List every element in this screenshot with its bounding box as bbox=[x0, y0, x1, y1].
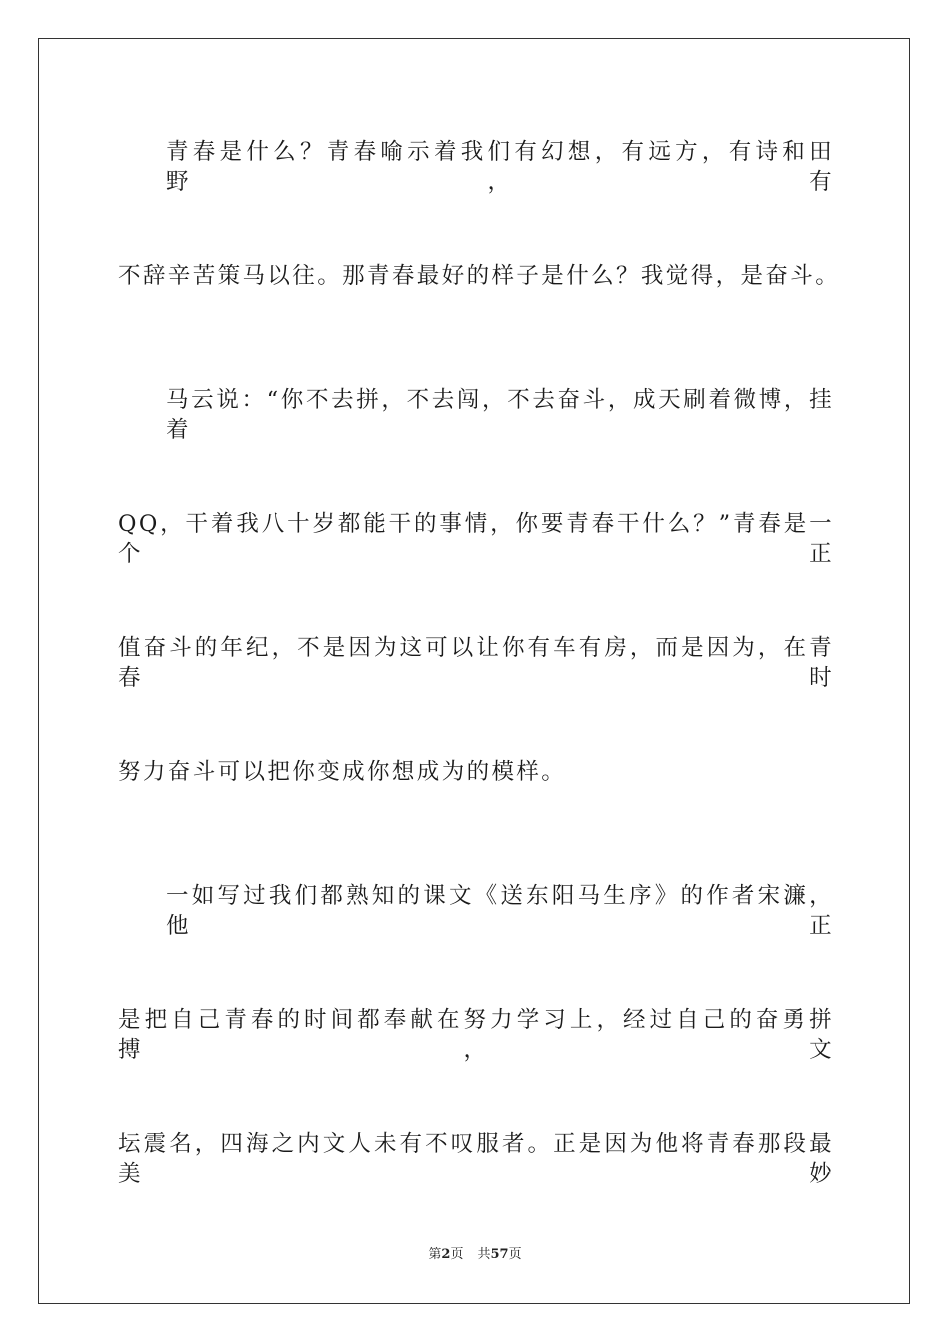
paragraph-1-line-1: 青春是什么？青春喻示着我们有幻想，有远方，有诗和田野，有 bbox=[166, 139, 834, 195]
paragraph-2-line-2: QQ，干着我八十岁都能干的事情，你要青春干什么？”青春是一个正 bbox=[118, 511, 834, 567]
total-suffix: 页 bbox=[508, 1247, 522, 1262]
paragraph-2-line-1: 马云说：“你不去拼，不去闯，不去奋斗，成天刷着微博，挂着 bbox=[166, 387, 834, 443]
page-prefix: 第 bbox=[428, 1247, 442, 1262]
page-number: 2 bbox=[441, 1247, 451, 1262]
paragraph-1-line-2: 不辞辛苦策马以往。那青春最好的样子是什么？我觉得，是奋斗。 bbox=[118, 263, 841, 289]
paragraph-3-line-3: 坛震名，四海之内文人未有不叹服者。正是因为他将青春那段最美妙 bbox=[118, 1131, 834, 1187]
paragraph-2-line-4: 努力奋斗可以把你变成你想成为的模样。 bbox=[118, 759, 567, 785]
paragraph-3-line-2: 是把自己青春的时间都奉献在努力学习上，经过自己的奋勇拼搏，文 bbox=[118, 1007, 834, 1063]
page-suffix: 页 bbox=[450, 1247, 464, 1262]
paragraph-2-line-3: 值奋斗的年纪，不是因为这可以让你有车有房，而是因为，在青春时 bbox=[118, 635, 834, 691]
paragraph-3-line-1: 一如写过我们都熟知的课文《送东阳马生序》的作者宋濂，他正 bbox=[166, 883, 834, 939]
total-pages: 57 bbox=[490, 1247, 509, 1262]
page-footer bbox=[0, 1247, 950, 1263]
total-prefix: 共 bbox=[477, 1247, 491, 1262]
